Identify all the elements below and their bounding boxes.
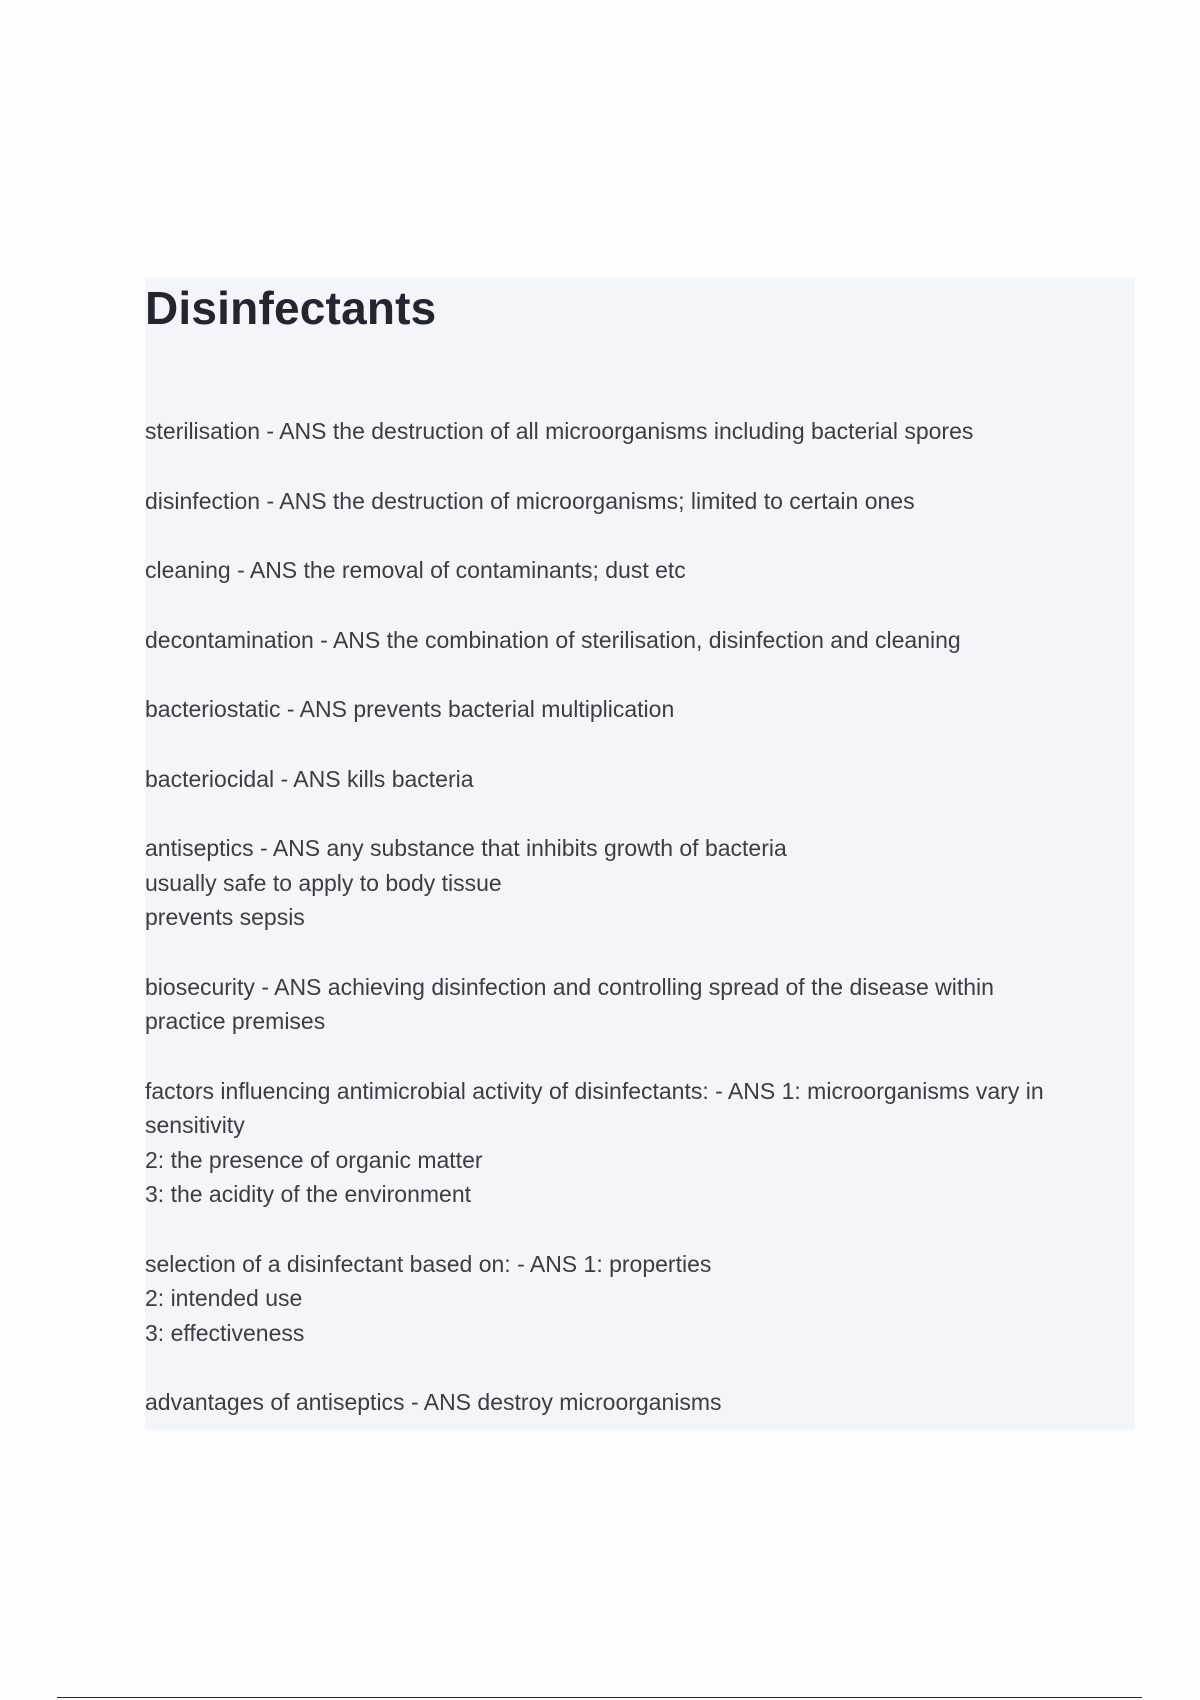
definition-decontamination <box>145 623 1125 658</box>
definition-line: biosecurity - ANS achieving disinfection and controlling spread of the disease within <box>145 973 994 1000</box>
definition-line: practice premises <box>145 1008 326 1034</box>
definition-line: bacteriostatic - ANS prevents bacterial multiplication <box>145 696 675 722</box>
definition-line: prevents sepsis <box>145 904 305 930</box>
definition-cleaning <box>145 553 1125 588</box>
definition-antimicrobial-factors <box>145 1074 1125 1212</box>
definition-line: decontamination - ANS the combination of sterilisation, disinfection and cleaning <box>145 626 961 653</box>
definition-line: sterilisation - ANS the destruction of all microorganisms including bacterial spores <box>145 418 974 444</box>
definition-line: 3: effectiveness <box>145 1319 305 1346</box>
definition-bacteriostatic <box>145 692 1125 727</box>
definition-biosecurity <box>145 970 1125 1039</box>
definition-line: cleaning - ANS the removal of contaminants; dust etc <box>145 557 686 583</box>
definition-line: 2: intended use <box>145 1285 303 1311</box>
definition-line: factors influencing antimicrobial activity of disinfectants: - ANS 1: microorganisms vary in <box>145 1077 1044 1104</box>
definition-line: antiseptics - ANS any substance that inhibits growth of bacteria <box>145 835 787 861</box>
definition-line: selection of a disinfectant based on: - ANS 1: properties <box>145 1250 712 1277</box>
definition-disinfectant-selection <box>145 1247 1125 1351</box>
definition-line: sensitivity <box>145 1112 245 1138</box>
definition-list <box>145 414 1125 1455</box>
definition-line: 3: the acidity of the environment <box>145 1181 472 1207</box>
definition-bacteriocidal <box>145 762 1125 797</box>
footer-divider <box>57 1697 1142 1698</box>
definition-line: disinfection - ANS the destruction of microorganisms; limited to certain ones <box>145 487 915 514</box>
definition-sterilisation <box>145 414 1125 449</box>
definition-antiseptic-advantages <box>145 1385 1125 1420</box>
definition-disinfection <box>145 484 1125 519</box>
definition-line: usually safe to apply to body tissue <box>145 869 502 896</box>
definition-antiseptics <box>145 831 1125 935</box>
definition-line: advantages of antiseptics - ANS destroy microorganisms <box>145 1389 722 1415</box>
definition-line: bacteriocidal - ANS kills bacteria <box>145 765 474 792</box>
definition-line: 2: the presence of organic matter <box>145 1146 483 1173</box>
page-title: Disinfectants <box>145 282 437 334</box>
